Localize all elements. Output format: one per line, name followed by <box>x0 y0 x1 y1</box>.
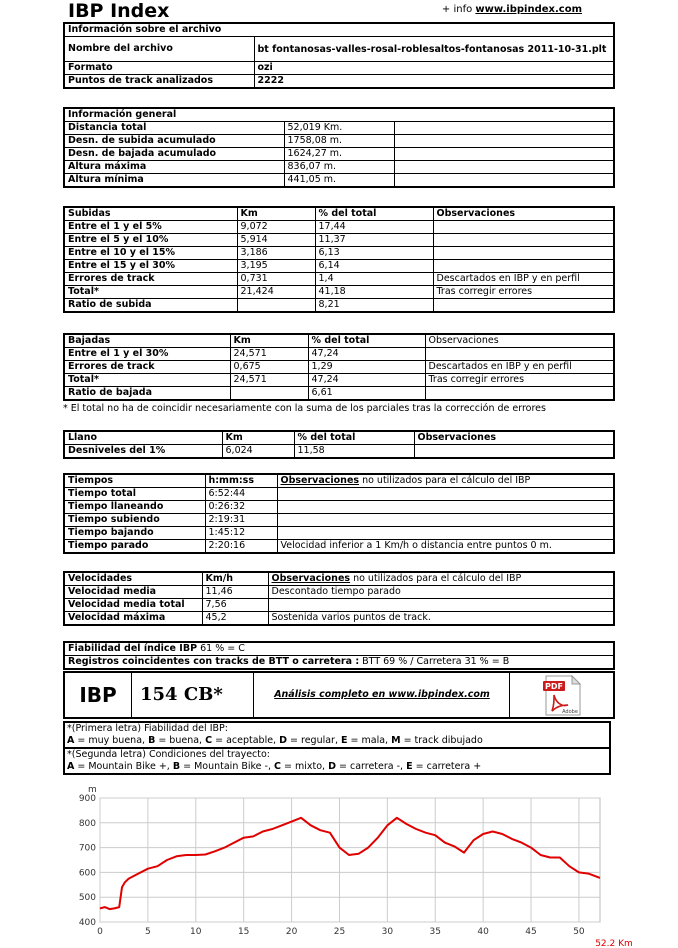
x-tick-label: 45 <box>525 927 537 937</box>
legend-first-letter <box>63 721 611 749</box>
legend-val: = carretera -, <box>335 761 407 772</box>
legend-val: = mixto, <box>281 761 329 772</box>
x-tick-label: 35 <box>429 927 441 937</box>
plot-area <box>100 798 600 922</box>
general-label: Altura máxima <box>64 161 284 174</box>
row-label: Total* <box>64 374 230 387</box>
row-km: 0,675 <box>230 361 308 374</box>
obs-header-rest: no utilizados para el cálculo del IBP <box>359 475 531 486</box>
info-url[interactable]: www.ibpindex.com <box>475 4 582 15</box>
legend-key: M <box>391 735 401 746</box>
row-time: 1:45:12 <box>205 527 277 540</box>
x-tick-label: 40 <box>477 927 489 937</box>
legend-key: D <box>279 735 287 746</box>
ratio-value: 6,61 <box>308 387 425 401</box>
obs-header <box>277 474 614 488</box>
tiempos-header: Tiempos <box>64 474 205 488</box>
footnote: * El total no ha de coincidir necesariamente con la suma de los parciales tras la corrección de errores <box>63 403 546 414</box>
legend-key: A <box>67 735 75 746</box>
legend-key: A <box>67 761 75 772</box>
analysis-link[interactable]: Análisis completo en www.ibpindex.com <box>255 673 510 717</box>
row-km: 0,731 <box>237 273 315 286</box>
row-time: 6:52:44 <box>205 488 277 501</box>
ibp-score-box <box>63 671 615 719</box>
ratio-value: 8,21 <box>315 299 433 313</box>
row-obs <box>277 488 614 501</box>
row-speed: 7,56 <box>202 599 268 612</box>
y-tick-label: 700 <box>78 843 96 854</box>
llano-table <box>63 430 615 459</box>
file-info-table <box>63 22 615 89</box>
bajadas-table <box>63 333 615 401</box>
page-title: IBP Index <box>68 0 170 22</box>
tiempos-table <box>63 473 615 554</box>
legend-key: C <box>205 735 213 746</box>
obs-header-rest: no utilizados para el cálculo del IBP <box>350 573 522 584</box>
file-name-value: bt fontanosas-valles-rosal-roblesaltos-fontanosas 2011-10-31.plt <box>254 37 614 62</box>
row-obs <box>277 527 614 540</box>
registros-label: Registros coincidentes con tracks de BTT o carretera : <box>68 656 360 667</box>
km-header: Km <box>237 207 315 221</box>
row-obs: Sostenida varios puntos de track. <box>268 612 614 626</box>
ibp-score: 154 CB* <box>132 673 254 717</box>
file-name-label: Nombre del archivo <box>64 37 254 62</box>
x-tick-label: 15 <box>237 927 250 937</box>
row-label: Tiempo llaneando <box>64 501 205 514</box>
row-obs <box>433 247 614 260</box>
x-tick-label: 10 <box>190 927 202 937</box>
row-pct: 11,37 <box>315 234 433 247</box>
obs-header: Observaciones <box>433 207 614 221</box>
row-pct: 17,44 <box>315 221 433 234</box>
legend1-title: *(Primera letra) Fiabilidad del IBP: <box>67 723 228 734</box>
y-tick-label: 800 <box>78 818 96 829</box>
info-link[interactable] <box>442 4 582 15</box>
x-tick-label: 50 <box>573 927 585 937</box>
row-pct: 11,58 <box>294 445 414 459</box>
row-label: Velocidad máxima <box>64 612 202 626</box>
row-label: Tiempo total <box>64 488 205 501</box>
x-tick-label: 25 <box>333 927 346 937</box>
row-label: Entre el 1 y el 5% <box>64 221 237 234</box>
fiabilidad-line <box>64 642 614 656</box>
obs-header <box>268 572 614 586</box>
subidas-header: Subidas <box>64 207 237 221</box>
legend-val: = track dibujado <box>400 735 483 746</box>
row-label: Entre el 5 y el 10% <box>64 234 237 247</box>
x-tick-label: 0 <box>97 927 103 937</box>
hms-header: h:mm:ss <box>205 474 277 488</box>
x-axis-end-label: 52.2 Km <box>595 939 633 948</box>
row-pct: 47,24 <box>308 348 425 361</box>
fiabilidad-table <box>63 641 615 670</box>
legend-val: = muy buena, <box>74 735 149 746</box>
legend-second-letter <box>63 747 611 775</box>
general-label: Distancia total <box>64 122 284 135</box>
obs-header: Observaciones <box>414 431 614 445</box>
row-km: 5,914 <box>237 234 315 247</box>
legend-key: B <box>148 735 156 746</box>
row-obs: Descontado tiempo parado <box>268 586 614 599</box>
general-value: 441,05 m. <box>284 174 394 188</box>
row-pct: 41,18 <box>315 286 433 299</box>
obs-header: Observaciones <box>425 334 614 348</box>
general-value: 836,07 m. <box>284 161 394 174</box>
row-obs: Tras corregir errores <box>433 286 614 299</box>
fiabilidad-value: 61 % = C <box>197 643 245 654</box>
ratio-label: Ratio de bajada <box>64 387 230 401</box>
row-km: 6,024 <box>222 445 294 459</box>
row-pct: 6,13 <box>315 247 433 260</box>
row-label: Tiempo bajando <box>64 527 205 540</box>
legend-val: = buena, <box>155 735 206 746</box>
fiabilidad-label: Fiabilidad del índice IBP <box>68 643 198 654</box>
general-value: 1624,27 m. <box>284 148 394 161</box>
velocidades-header: Velocidades <box>64 572 202 586</box>
registros-value: BTT 69 % / Carretera 31 % = B <box>359 656 510 667</box>
points-value: 2222 <box>254 75 614 89</box>
general-value: 1758,08 m. <box>284 135 394 148</box>
obs-header-bold: Observaciones <box>280 475 360 486</box>
row-label: Entre el 10 y el 15% <box>64 247 237 260</box>
row-obs: Descartados en IBP y en perfil <box>433 273 614 286</box>
row-label: Velocidad media <box>64 586 202 599</box>
row-label: Total* <box>64 286 237 299</box>
velocidades-table <box>63 571 615 626</box>
pct-header: % del total <box>308 334 425 348</box>
elevation-chart <box>60 780 633 948</box>
km-header: Km <box>230 334 308 348</box>
row-obs <box>433 221 614 234</box>
row-speed: 45,2 <box>202 612 268 626</box>
row-pct: 1,4 <box>315 273 433 286</box>
row-label: Tiempo subiendo <box>64 514 205 527</box>
llano-header: Llano <box>64 431 222 445</box>
pdf-text: PDF <box>545 682 563 691</box>
legend-key: B <box>172 761 181 772</box>
pct-header: % del total <box>294 431 414 445</box>
row-time: 2:20:16 <box>205 540 277 554</box>
subidas-table <box>63 206 615 313</box>
y-axis-unit: m <box>88 785 97 795</box>
ibp-label: IBP <box>65 673 132 717</box>
row-pct: 6,14 <box>315 260 433 273</box>
row-label: Velocidad media total <box>64 599 202 612</box>
row-speed: 11,46 <box>202 586 268 599</box>
row-km: 3,186 <box>237 247 315 260</box>
x-tick-label: 20 <box>285 927 298 937</box>
file-info-heading: Información sobre el archivo <box>64 23 614 37</box>
y-tick-label: 500 <box>78 893 96 904</box>
row-time: 2:19:31 <box>205 514 277 527</box>
row-km: 24,571 <box>230 374 308 387</box>
kmh-header: Km/h <box>202 572 268 586</box>
legend-val: = regular, <box>287 735 341 746</box>
row-label: Desniveles del 1% <box>64 445 222 459</box>
row-obs: Velocidad inferior a 1 Km/h o distancia entre puntos 0 m. <box>277 540 614 554</box>
general-label: Desn. de subida acumulado <box>64 135 284 148</box>
row-obs <box>277 514 614 527</box>
km-header: Km <box>222 431 294 445</box>
legend-val: = mala, <box>347 735 392 746</box>
pdf-button[interactable] <box>510 673 613 717</box>
general-label: Desn. de bajada acumulado <box>64 148 284 161</box>
general-heading: Información general <box>64 108 614 122</box>
row-km: 24,571 <box>230 348 308 361</box>
ratio-label: Ratio de subida <box>64 299 237 313</box>
registros-line <box>64 656 614 670</box>
legend-key: E <box>406 761 413 772</box>
format-value: ozi <box>254 62 614 75</box>
legend-key: C <box>274 761 281 772</box>
legend1-items <box>67 735 607 747</box>
legend-val: = Mountain Bike -, <box>180 761 275 772</box>
legend2-title: *(Segunda letra) Condiciones del trayecto: <box>67 749 270 760</box>
general-info-table <box>63 107 615 188</box>
row-time: 0:26:32 <box>205 501 277 514</box>
general-value: 52,019 Km. <box>284 122 394 135</box>
legend-key: D <box>328 761 336 772</box>
legend-val: = aceptable, <box>212 735 280 746</box>
general-label: Altura mínima <box>64 174 284 188</box>
legend-val: = carretera + <box>412 761 482 772</box>
row-label: Errores de track <box>64 273 237 286</box>
row-km: 9,072 <box>237 221 315 234</box>
legend-val: = Mountain Bike +, <box>74 761 173 772</box>
y-tick-label: 600 <box>78 868 96 879</box>
y-tick-label: 900 <box>78 794 96 804</box>
row-obs <box>433 234 614 247</box>
x-tick-label: 30 <box>381 927 394 937</box>
bajadas-header: Bajadas <box>64 334 230 348</box>
row-obs <box>414 445 614 459</box>
x-tick-label: 5 <box>145 927 151 937</box>
legend-key: E <box>341 735 348 746</box>
row-label: Entre el 15 y el 30% <box>64 260 237 273</box>
adobe-text: Adobe <box>562 709 578 715</box>
row-km: 3,195 <box>237 260 315 273</box>
row-km: 21,424 <box>237 286 315 299</box>
row-pct: 1,29 <box>308 361 425 374</box>
info-prefix: + info <box>441 4 473 15</box>
row-label: Tiempo parado <box>64 540 205 554</box>
row-obs <box>268 599 614 612</box>
y-tick-label: 400 <box>78 918 96 928</box>
pdf-icon[interactable] <box>510 673 613 717</box>
format-label: Formato <box>64 62 254 75</box>
pct-header: % del total <box>315 207 433 221</box>
legend2-items <box>67 761 607 773</box>
row-label: Errores de track <box>64 361 230 374</box>
row-pct: 47,24 <box>308 374 425 387</box>
row-obs <box>277 501 614 514</box>
obs-header-bold: Observaciones <box>271 573 351 584</box>
row-label: Entre el 1 y el 30% <box>64 348 230 361</box>
row-obs <box>425 348 614 361</box>
row-obs: Tras corregir errores <box>425 374 614 387</box>
row-obs <box>433 260 614 273</box>
points-label: Puntos de track analizados <box>64 75 254 89</box>
row-obs: Descartados en IBP y en perfil <box>425 361 614 374</box>
